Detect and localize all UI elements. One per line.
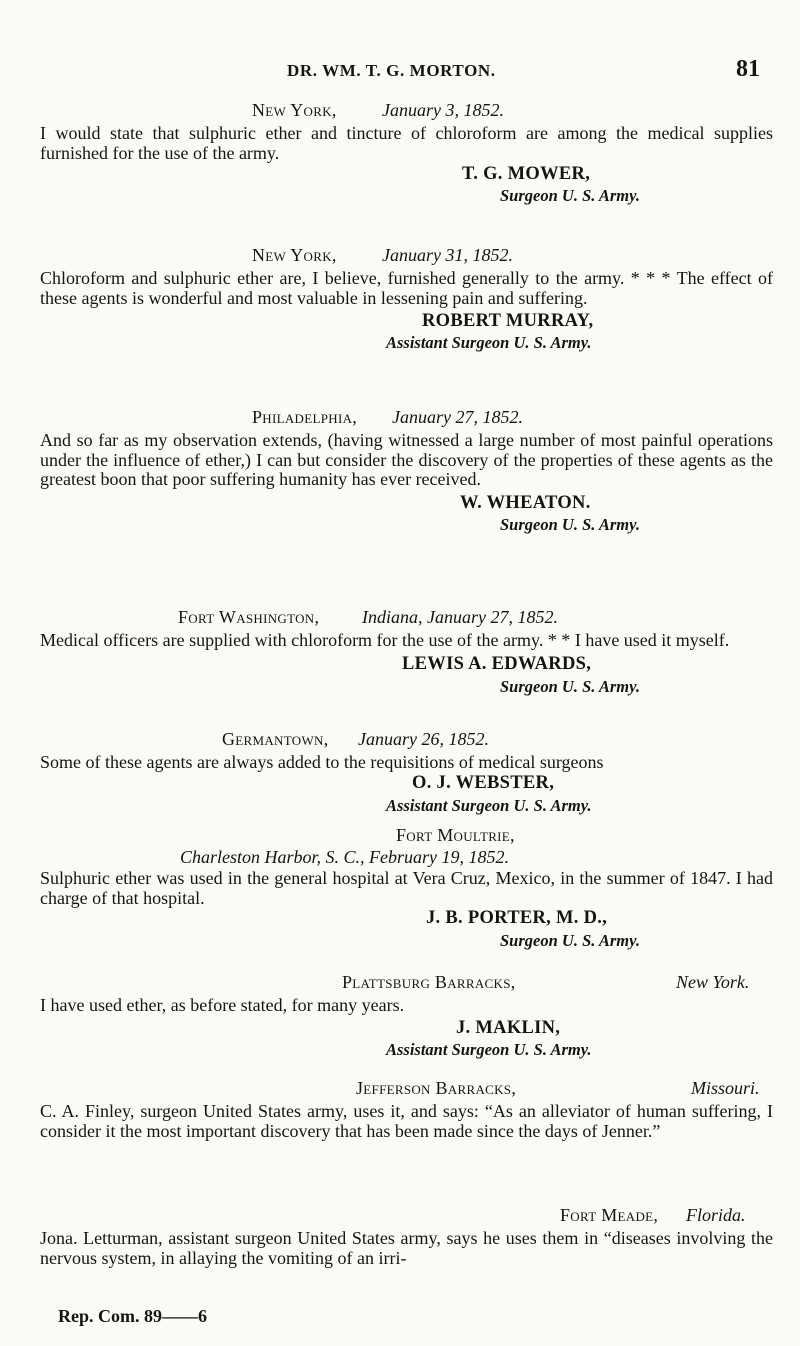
dateline-date: Indiana, January 27, 1852. [362,607,558,627]
letter-entry [40,972,773,1058]
letter-entry [40,825,773,950]
page-number: 81 [736,56,760,82]
letter-text: C. A. Finley, surgeon United States army, uses it, and says: “As an alleviator of human suffering, I consider it the most important discovery that has been made since the days of Jenner.” [40,1101,773,1141]
signatory-name: ROBERT MURRAY, [422,311,594,331]
signature [40,490,773,532]
signatory-rank: Surgeon U. S. Army. [500,186,640,205]
dateline-date: Florida. [686,1205,746,1225]
running-title: DR. WM. T. G. MORTON. [287,61,496,80]
signatory-rank: Surgeon U. S. Army. [500,931,640,950]
letter-entry [40,245,773,350]
dateline-date: January 26, 1852. [358,729,489,749]
dateline-place: Fort Meade, [560,1205,659,1225]
letter-entry [40,407,773,532]
dateline-date: January 27, 1852. [392,407,523,427]
dateline-place: Fort Washington, [178,607,320,627]
letter-text: I have used ether, as before stated, for many years. [40,995,405,1015]
dateline-place: Germantown, [222,729,329,749]
letter-text: Chloroform and sulphuric ether are, I believe, furnished generally to the army. * * * The effect of these agents is wonderful and most valuable in lessening pain and suffering. [40,268,773,308]
dateline-place: New York, [252,245,337,265]
letter-entry [40,729,773,815]
dateline [40,972,773,996]
dateline [40,825,773,869]
dateline-date: January 31, 1852. [382,245,513,265]
dateline-date: New York. [676,972,750,992]
letter-text: Medical officers are supplied with chloroform for the use of the army. * * I have used it myself. [40,630,730,650]
signatory-name: J. MAKLIN, [456,1017,561,1038]
dateline-date: Charleston Harbor, S. C., February 19, 1852. [180,847,510,867]
signature [40,1016,773,1058]
dateline-place: Plattsburg Barracks, [342,972,516,992]
dateline-place: Jefferson Barracks, [356,1078,517,1098]
dateline-place: New York, [252,100,337,120]
dateline [40,100,773,124]
signatory-name: LEWIS A. EDWARDS, [402,653,592,674]
signatory-name: T. G. MOWER, [462,164,591,184]
signatory-rank: Assistant Surgeon U. S. Army. [386,1039,592,1059]
letter-entry [40,1078,773,1141]
signatory-rank: Assistant Surgeon U. S. Army. [386,333,592,352]
dateline [40,607,773,631]
dateline-date: Missouri. [691,1078,760,1098]
letter-text: And so far as my observation extends, (having witnessed a large number of most painful operations under the influence of ether,) I can but consider the discovery of the properties of these agents as the greatest boon that poor suffering humanity has ever received. [40,430,773,489]
letter-text: Sulphuric ether was used in the general hospital at Vera Cruz, Mexico, in the summer of 1847. I had charge of that hospital. [40,868,773,908]
signature [40,651,773,696]
letter-text: Some of these agents are always added to the requisitions of medical surgeons [40,752,604,772]
signature [40,308,773,350]
signature-mark: Rep. Com. 89——6 [58,1306,207,1326]
dateline [40,245,773,269]
signatory-name: J. B. PORTER, M. D., [426,908,608,928]
dateline-place: Philadelphia, [252,407,358,427]
letter-entry [40,100,773,205]
dateline [40,1078,773,1102]
signature [40,773,773,815]
dateline [40,729,773,753]
letter-entry [40,1205,773,1268]
letter-text: I would state that sulphuric ether and tincture of chloroform are among the medical supplies furnished for the use of the army. [40,123,773,163]
dateline [40,1205,773,1229]
signature [40,163,773,205]
signatory-rank: Assistant Surgeon U. S. Army. [386,795,592,815]
page-header [287,56,760,86]
dateline [40,407,773,431]
signature [40,908,773,950]
signatory-rank: Surgeon U. S. Army. [500,514,640,534]
signatory-rank: Surgeon U. S. Army. [500,676,640,696]
letter-entry [40,607,773,696]
letter-text: Jona. Letturman, assistant surgeon United States army, says he uses them in “diseases involving the nervous system, in allaying the vomiting of an irri- [40,1228,773,1268]
dateline-place: Fort Moultrie, [396,825,515,845]
signatory-name: W. WHEATON. [460,492,591,513]
signatory-name: O. J. WEBSTER, [412,772,555,793]
dateline-date: January 3, 1852. [382,100,504,120]
